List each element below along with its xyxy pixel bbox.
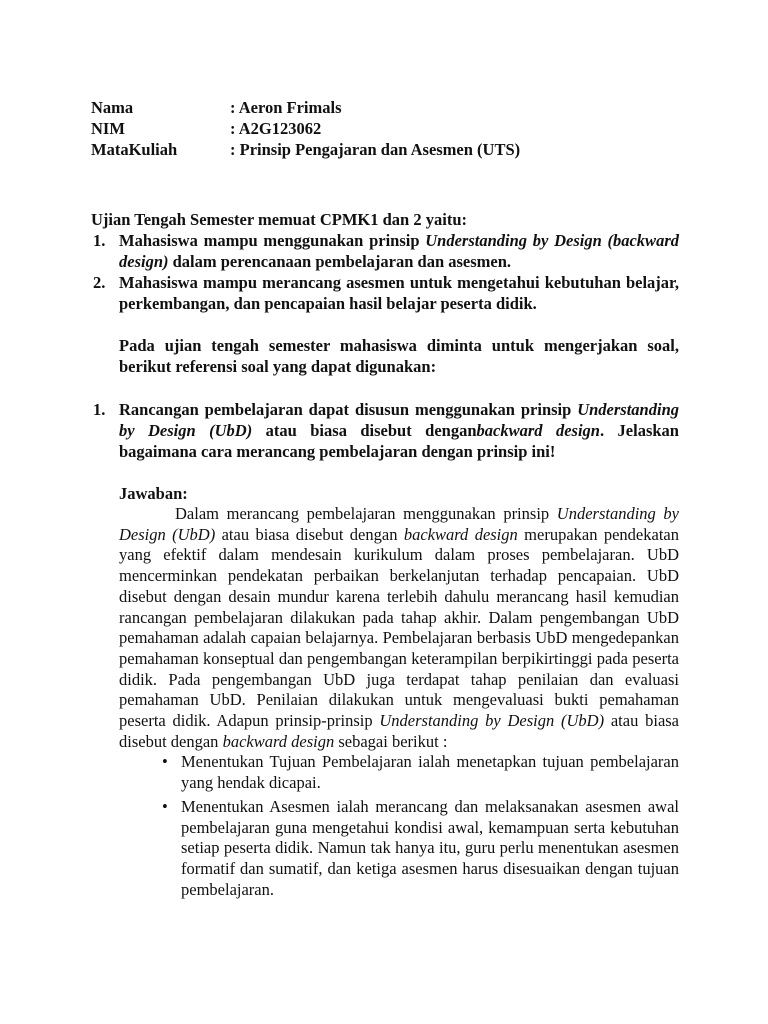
principle-item (162, 752, 679, 793)
identity-row-course (91, 139, 520, 160)
bullet-icon: • (162, 752, 168, 772)
answer-label: Jawaban: (119, 484, 188, 503)
item-text: Mahasiswa mampu menggunakan prinsip (119, 231, 426, 250)
identity-value: : Aeron Frimals (230, 98, 342, 117)
answer-italic: backward design (403, 524, 518, 544)
question-part: atau biasa disebut dengan (252, 421, 477, 440)
cpmk-list (91, 230, 679, 314)
answer-paragraph (91, 504, 679, 752)
question-number: 1. (93, 400, 106, 419)
item-number: 1. (93, 231, 106, 250)
answer-text: sebagai berikut : (334, 731, 448, 751)
cpmk-item (91, 272, 679, 314)
answer-text: merupakan pendekatan yang efektif dalam mendesain kurikulum dalam proses pembelajaran. UbD mencerminkan pendekatan perbaikan berkelanjutan terhadap pencapaian. UbD disebut dengan desain mundur karena terlebih dahulu merancang hasil kemudian rancangan pembelajaran dilakukan pada tahap akhir. Dalam pengembangan UbD pemahaman adalah capaian belajarnya. Pembelajaran berbasis UbD mengedepankan pemahaman konseptual dan pengembangan keterampilan berpikirtinggi pada peserta didik. Pada pengembangan UbD juga terdapat tahap penilaian dan evaluasi pemahaman UbD. Penilaian dilakukan untuk mengevaluasi bukti pemahaman peserta didik. Adapun prinsip-prinsip (119, 524, 679, 731)
intro-note: Pada ujian tengah semester mahasiswa diminta untuk mengerjakan soal, berikut referensi soal yang dapat digunakan: (119, 336, 679, 376)
answer-italic: Understanding by Design (UbD) (119, 504, 680, 544)
item-italic: Understanding by Design (backward design) (119, 231, 679, 271)
question-italic: backward design (476, 421, 600, 440)
principles-list (91, 752, 679, 900)
item-text: dalam perencanaan pembelajaran dan asesmen. (168, 252, 512, 271)
answer-text: Dalam merancang pembelajaran menggunakan prinsip (175, 504, 557, 523)
question-italic: Understanding by Design (UbD) (119, 400, 679, 440)
principle-text: Menentukan Tujuan Pembelajaran ialah menetapkan tujuan pembelajaran yang hendak dicapai. (181, 752, 679, 793)
identity-label: Nama (91, 98, 134, 117)
exam-intro (91, 209, 679, 377)
identity-table (91, 97, 520, 160)
principle-text: Menentukan Asesmen ialah merancang dan melaksanakan asesmen awal pembelajaran guna mengetahui kondisi awal, kemampuan serta kebutuhan setiap peserta didik. Namun tak hanya itu, guru perlu menentukan asesmen formatif dan sumatif, dan ketiga asesmen harus disesuaikan dengan tujuan pembelajaran. (181, 796, 679, 899)
question-section (91, 399, 679, 903)
identity-label: MataKuliah (91, 140, 178, 159)
identity-label: NIM (91, 119, 125, 138)
identity-value: : A2G123062 (230, 119, 322, 138)
principle-item (162, 797, 679, 901)
item-text: Mahasiswa mampu merancang asesmen untuk mengetahui kebutuhan belajar, perkembangan, dan pencapaian hasil belajar peserta didik. (119, 273, 679, 313)
answer-italic: Understanding by Design (UbD) (379, 711, 605, 731)
intro-heading: Ujian Tengah Semester memuat CPMK1 dan 2 yaitu: (91, 210, 467, 229)
question-part: Rancangan pembelajaran dapat disusun menggunakan prinsip (119, 400, 578, 419)
bullet-icon: • (162, 796, 168, 816)
answer-text: atau biasa disebut dengan (215, 524, 404, 544)
identity-row-nim (91, 118, 520, 139)
answer-italic: backward design (222, 731, 335, 751)
question-part: . Jelaskan bagaimana cara merancang pembelajaran dengan prinsip ini! (119, 421, 679, 461)
cpmk-item (91, 230, 679, 272)
item-number: 2. (93, 273, 106, 292)
identity-row-name (91, 97, 520, 118)
answer-text: atau biasa disebut dengan (119, 711, 680, 751)
question-text (91, 399, 679, 462)
identity-value: : Prinsip Pengajaran dan Asesmen (UTS) (230, 140, 521, 159)
